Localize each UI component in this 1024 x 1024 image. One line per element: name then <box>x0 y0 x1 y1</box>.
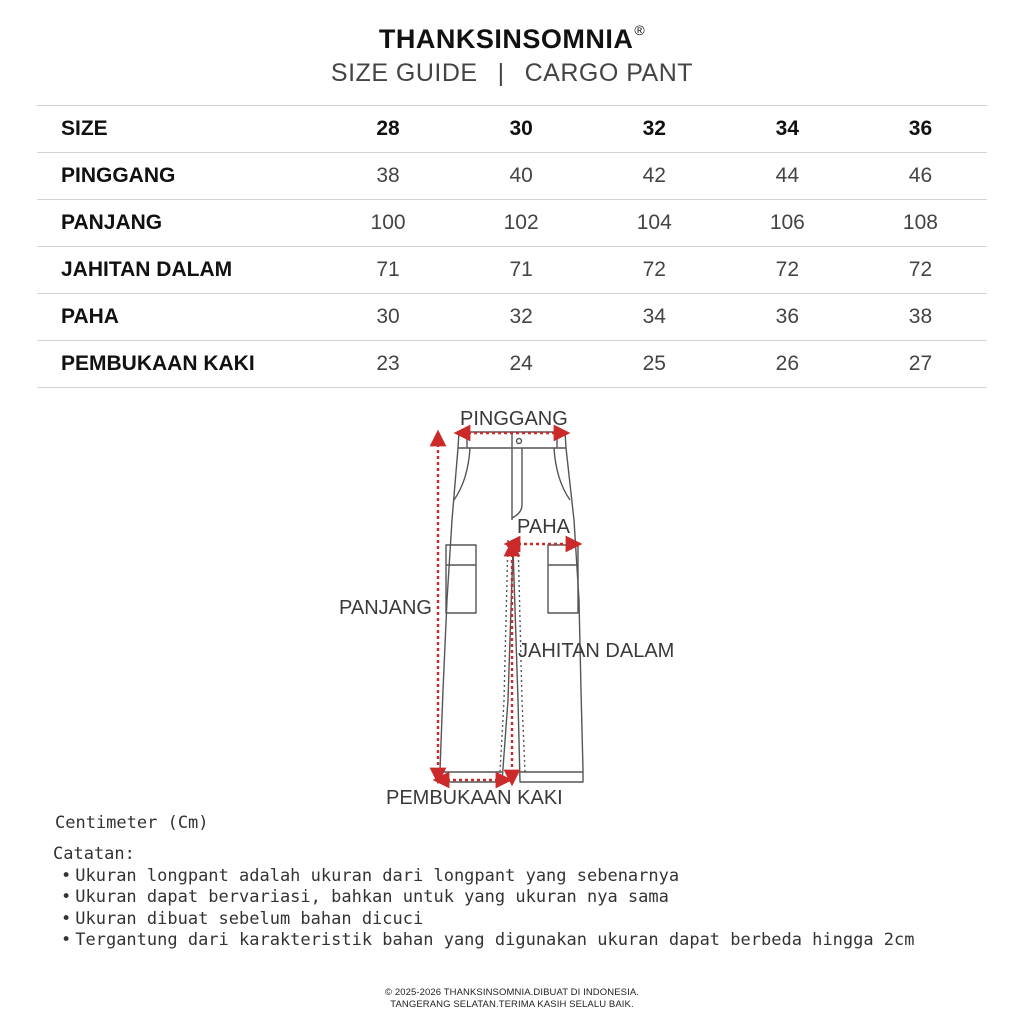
notes-list <box>53 866 915 952</box>
cargo-pocket-right <box>548 545 578 613</box>
button-icon <box>517 439 522 444</box>
title-size-guide: SIZE GUIDE <box>330 59 478 87</box>
table-cell: 25 <box>588 341 721 388</box>
label-jahitan-dalam: JAHITAN DALAM <box>518 640 675 662</box>
inseam-stitch-left <box>500 540 508 772</box>
table-cell: 38 <box>322 153 455 200</box>
column-header-34: 34 <box>721 106 854 153</box>
table-cell: 36 <box>721 294 854 341</box>
row-label: JAHITAN DALAM <box>37 247 322 294</box>
column-header-30: 30 <box>455 106 588 153</box>
title-divider: | <box>497 59 505 87</box>
table-cell: 72 <box>588 247 721 294</box>
list-item: • Ukuran dapat bervariasi, bahkan untuk yang ukuran nya sama <box>61 887 915 909</box>
list-item: • Ukuran dibuat sebelum bahan dicuci <box>61 909 915 931</box>
footer <box>0 987 1024 1011</box>
table-cell: 72 <box>721 247 854 294</box>
table-cell: 30 <box>322 294 455 341</box>
notes-title: Catatan: <box>53 844 135 864</box>
list-item: • Ukuran longpant adalah ukuran dari longpant yang sebenarnya <box>61 866 915 888</box>
table-cell: 34 <box>588 294 721 341</box>
table-cell: 104 <box>588 200 721 247</box>
table-cell: 24 <box>455 341 588 388</box>
row-label: PAHA <box>37 294 322 341</box>
label-pinggang: PINGGANG <box>460 408 568 430</box>
table-cell: 71 <box>322 247 455 294</box>
list-item: • Tergantung dari karakteristik bahan yang digunakan ukuran dapat berbeda hingga 2cm <box>61 930 915 952</box>
table-cell: 26 <box>721 341 854 388</box>
title-cargo-pant: CARGO PANT <box>524 59 694 87</box>
column-header-size: SIZE <box>37 106 322 153</box>
table-cell: 102 <box>455 200 588 247</box>
brand-name: THANKSINSOMNIA <box>378 24 634 54</box>
fly-stitch <box>512 448 522 520</box>
column-header-28: 28 <box>322 106 455 153</box>
table-cell: 27 <box>854 341 987 388</box>
table-cell: 106 <box>721 200 854 247</box>
row-label: PANJANG <box>37 200 322 247</box>
row-label: PINGGANG <box>37 153 322 200</box>
notes-section <box>53 844 915 952</box>
table-cell: 38 <box>854 294 987 341</box>
registered-mark: ® <box>634 22 646 38</box>
table-cell: 46 <box>854 153 987 200</box>
label-panjang: PANJANG <box>339 597 432 619</box>
footer-line-2: TANGERANG SELATAN.TERIMA KASIH SELALU BAIK. <box>390 999 634 1010</box>
table-cell: 100 <box>322 200 455 247</box>
table-cell: 42 <box>588 153 721 200</box>
table-cell: 44 <box>721 153 854 200</box>
table-cell: 72 <box>854 247 987 294</box>
table-cell: 40 <box>455 153 588 200</box>
table-cell: 32 <box>455 294 588 341</box>
table-cell: 23 <box>322 341 455 388</box>
table-cell: 108 <box>854 200 987 247</box>
front-pocket-right <box>554 448 570 500</box>
table-cell: 71 <box>455 247 588 294</box>
footer-line-1: © 2025-2026 THANKSINSOMNIA.DIBUAT DI INDONESIA. <box>384 987 640 998</box>
label-paha: PAHA <box>517 516 570 538</box>
label-pembukaan-kaki: PEMBUKAAN KAKI <box>386 787 563 809</box>
column-header-32: 32 <box>588 106 721 153</box>
row-label: PEMBUKAAN KAKI <box>37 341 322 388</box>
unit-label: Centimeter (Cm) <box>55 813 209 833</box>
column-header-36: 36 <box>854 106 987 153</box>
